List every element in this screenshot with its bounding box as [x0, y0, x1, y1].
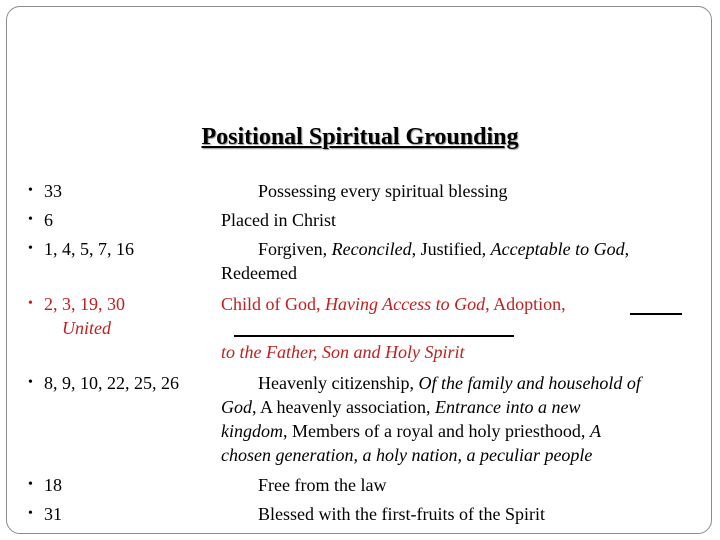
bullet-icon: • [28, 477, 33, 492]
row-refs: 6 [44, 210, 53, 230]
bullet-icon: • [28, 375, 33, 390]
row-text-line2: God, A heavenly association, Entrance into a new [221, 397, 581, 417]
bullet-icon: • [28, 183, 33, 198]
row-text: Possessing every spiritual blessing [258, 181, 508, 201]
row-text-line4: chosen generation, a holy nation, a peculiar people [221, 445, 593, 465]
row-text-line1: Heavenly citizenship, Of the family and household of [258, 373, 641, 393]
row-text: Placed in Christ [221, 210, 336, 230]
row-refs: 2, 3, 19, 30 [44, 294, 125, 314]
row-text-line2: Redeemed [221, 263, 297, 283]
bullet-icon: • [28, 296, 33, 311]
fill-in-blank-line [234, 335, 514, 337]
row-refs: 1, 4, 5, 7, 16 [44, 239, 134, 259]
fill-in-blank-line [630, 313, 682, 315]
row-text-line1: Forgiven, Reconciled, Justified, Acceptable to God, [258, 239, 630, 259]
bullet-icon: • [28, 212, 33, 227]
bullet-icon: • [28, 241, 33, 256]
row-refs: 31 [44, 504, 62, 524]
row-text-line3: kingdom, Members of a royal and holy priesthood, A [221, 421, 601, 441]
row-text: Free from the law [258, 475, 387, 495]
page-title: Positional Spiritual Grounding [201, 124, 519, 150]
row-text: Blessed with the first-fruits of the Spirit [258, 504, 545, 524]
row-refs: 18 [44, 475, 62, 495]
row-refs: 33 [44, 181, 62, 201]
row-refs-line2: United [62, 318, 111, 338]
row-text-line1: Child of God, Having Access to God, Adoption, [221, 294, 566, 314]
row-text-line3: to the Father, Son and Holy Spirit [221, 342, 465, 362]
bullet-icon: • [28, 506, 33, 521]
row-refs: 8, 9, 10, 22, 25, 26 [44, 373, 179, 393]
